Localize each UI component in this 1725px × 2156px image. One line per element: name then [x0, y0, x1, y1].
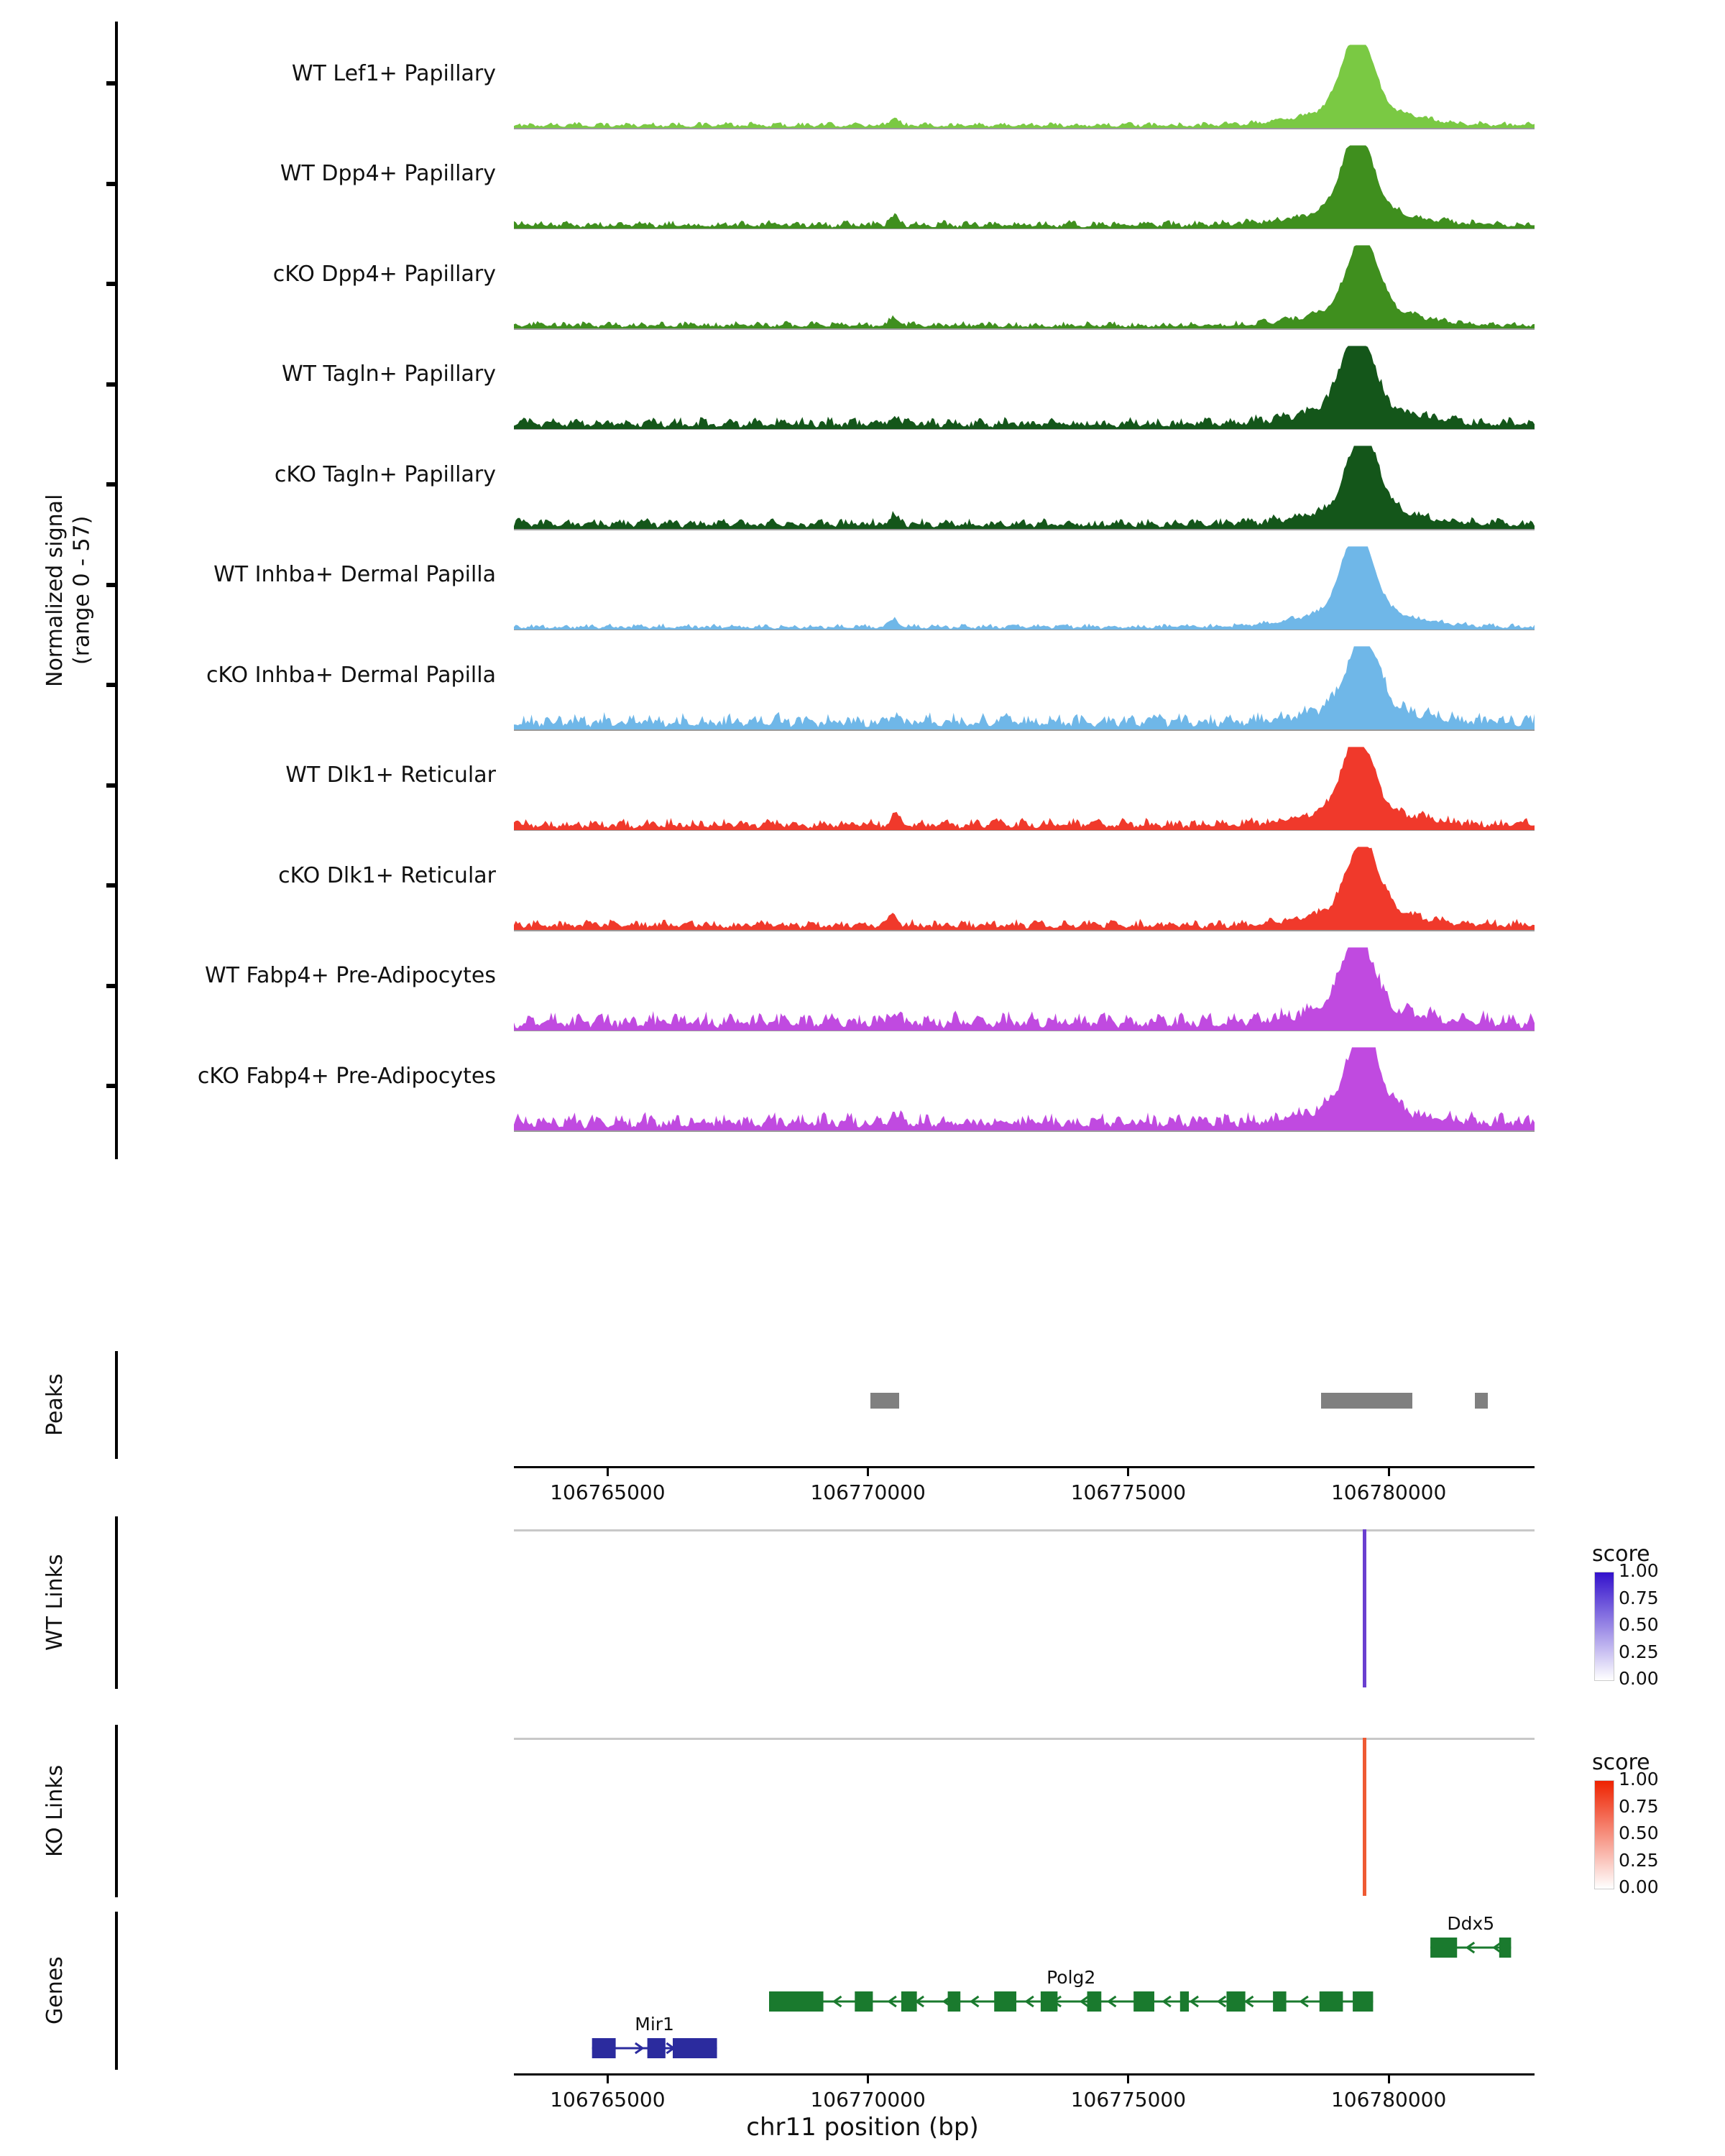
track-baseline-2	[514, 328, 1535, 330]
signal-tick-0	[106, 81, 118, 86]
signal-track-6	[514, 645, 1535, 729]
gene-label-1: Polg2	[1046, 1967, 1096, 1988]
wt-links-label: WT Links	[42, 1554, 68, 1651]
signal-track-7	[514, 745, 1535, 830]
legend-tick-1-0: 1.00	[1619, 1769, 1659, 1789]
signal-track-8	[514, 845, 1535, 930]
track-baseline-8	[514, 930, 1535, 931]
legend-tick-1-1: 0.75	[1619, 1795, 1659, 1817]
peaks-tick-label-1: 106770000	[810, 1480, 926, 1504]
genes-track	[0, 1912, 1725, 2084]
legend-gradient-1	[1594, 1780, 1614, 1889]
track-baseline-0	[514, 128, 1535, 129]
track-label-4: cKO Tagln+ Papillary	[274, 461, 496, 487]
track-label-6: cKO Inhba+ Dermal Papilla	[206, 662, 496, 688]
track-label-0: WT Lef1+ Papillary	[291, 60, 496, 86]
legend-tick-1-3: 0.25	[1619, 1849, 1659, 1871]
genes-tick-0	[607, 2073, 609, 2083]
peaks-tick-2	[1127, 1466, 1129, 1476]
signal-track-0	[514, 43, 1535, 128]
signal-track-10	[514, 1046, 1535, 1130]
peak-box-2	[1475, 1393, 1488, 1409]
track-label-1: WT Dpp4+ Papillary	[280, 161, 496, 187]
legend-tick-1-4: 0.00	[1619, 1876, 1659, 1897]
ko-links-spine	[115, 1725, 118, 1897]
signal-tick-3	[106, 382, 118, 387]
track-baseline-1	[514, 229, 1535, 230]
peaks-tick-1	[867, 1466, 869, 1476]
track-baseline-10	[514, 1130, 1535, 1132]
signal-tick-6	[106, 683, 118, 687]
signal-tick-2	[106, 282, 118, 286]
legend-tick-0-2: 0.50	[1619, 1614, 1659, 1635]
peak-box-0	[870, 1393, 899, 1409]
y-axis-label-line1: Normalized signal	[42, 494, 68, 687]
legend-tick-0-4: 0.00	[1619, 1668, 1659, 1689]
track-label-7: WT Dlk1+ Reticular	[285, 763, 496, 788]
peaks-tick-label-3: 106780000	[1330, 1480, 1447, 1504]
signal-panel-spine	[115, 22, 118, 1159]
signal-track-4	[514, 444, 1535, 529]
genes-tick-1	[867, 2073, 869, 2083]
signal-tick-5	[106, 583, 118, 587]
ko-links-bar-0	[1363, 1738, 1366, 1896]
peaks-tick-0	[607, 1466, 609, 1476]
wt-links-baseline	[514, 1529, 1535, 1531]
signal-tick-9	[106, 984, 118, 988]
signal-track-9	[514, 946, 1535, 1031]
peaks-panel-label: Peaks	[42, 1373, 68, 1437]
gene-label-2: Mir1	[635, 2014, 674, 2035]
track-label-10: cKO Fabp4+ Pre-Adipocytes	[197, 1063, 496, 1089]
genes-tick-label-1: 106770000	[810, 2088, 926, 2111]
legend-tick-0-0: 1.00	[1619, 1560, 1659, 1581]
signal-tick-4	[106, 482, 118, 487]
signal-tick-8	[106, 883, 118, 888]
peaks-panel-spine	[115, 1351, 118, 1459]
genes-tick-label-2: 106775000	[1070, 2088, 1187, 2111]
signal-track-5	[514, 545, 1535, 630]
signal-tick-10	[106, 1084, 118, 1088]
genes-tick-label-3: 106780000	[1330, 2088, 1447, 2111]
signal-track-3	[514, 344, 1535, 429]
signal-track-1	[514, 144, 1535, 229]
y-axis-label-line2: (range 0 - 57)	[69, 515, 95, 665]
peak-box-1	[1321, 1393, 1412, 1409]
genes-panel-label: Genes	[42, 1956, 68, 2025]
track-baseline-5	[514, 630, 1535, 631]
signal-tick-7	[106, 783, 118, 788]
ko-links-label: KO Links	[42, 1764, 68, 1858]
track-label-5: WT Inhba+ Dermal Papilla	[213, 562, 496, 588]
signal-track-2	[514, 244, 1535, 328]
wt-links-bar-0	[1363, 1529, 1366, 1687]
track-baseline-7	[514, 830, 1535, 831]
track-baseline-9	[514, 1031, 1535, 1032]
legend-title-0: score	[1592, 1542, 1650, 1567]
y-axis-label	[42, 22, 96, 1159]
track-baseline-3	[514, 429, 1535, 430]
legend-tick-0-1: 0.75	[1619, 1587, 1659, 1608]
genes-tick-label-0: 106765000	[550, 2088, 666, 2111]
gene-label-0: Ddx5	[1447, 1913, 1495, 1934]
genes-tick-3	[1388, 2073, 1390, 2083]
track-label-2: cKO Dpp4+ Papillary	[272, 261, 496, 287]
legend-tick-0-3: 0.25	[1619, 1641, 1659, 1662]
peaks-tick-3	[1388, 1466, 1390, 1476]
legend-tick-1-2: 0.50	[1619, 1823, 1659, 1843]
ko-links-baseline	[514, 1738, 1535, 1740]
peaks-tick-label-2: 106775000	[1070, 1480, 1187, 1504]
peaks-tick-label-0: 106765000	[550, 1480, 666, 1504]
track-baseline-6	[514, 729, 1535, 731]
x-axis-title: chr11 position (bp)	[746, 2113, 979, 2142]
signal-tick-1	[106, 182, 118, 186]
genes-tick-2	[1127, 2073, 1129, 2083]
wt-links-spine	[115, 1516, 118, 1689]
track-label-9: WT Fabp4+ Pre-Adipocytes	[205, 963, 496, 989]
genes-axis-line	[514, 2073, 1535, 2076]
track-label-3: WT Tagln+ Papillary	[282, 361, 496, 387]
track-baseline-4	[514, 529, 1535, 530]
peaks-axis-line	[514, 1466, 1535, 1468]
track-label-8: cKO Dlk1+ Reticular	[278, 862, 496, 888]
legend-gradient-0	[1594, 1572, 1614, 1681]
legend-title-1: score	[1592, 1750, 1650, 1775]
